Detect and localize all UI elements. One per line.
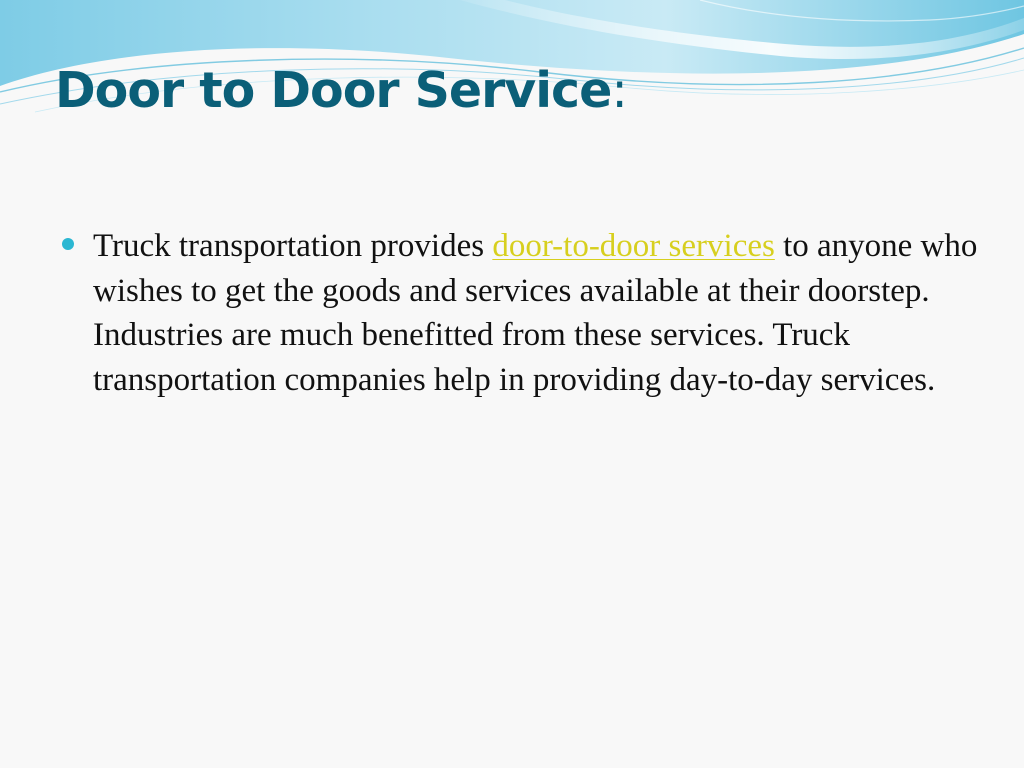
bullet-item bbox=[62, 224, 982, 402]
bullet-dot-icon bbox=[62, 238, 74, 250]
bullet-text-before-link: Truck transportation provides bbox=[93, 228, 493, 264]
bullet-text-after-link: to anyone who wishes to get the goods and services available at their doorstep. Industries are much benefitted from these services. Truck transportation companies help in providing day-to-day services. bbox=[93, 228, 978, 398]
slide-title-text: Door to Door Service bbox=[55, 62, 612, 119]
door-to-door-services-link[interactable]: door-to-door services bbox=[492, 228, 775, 264]
bullet-list bbox=[62, 224, 982, 402]
slide-title-colon: : bbox=[611, 62, 627, 119]
slide-title bbox=[55, 64, 627, 118]
